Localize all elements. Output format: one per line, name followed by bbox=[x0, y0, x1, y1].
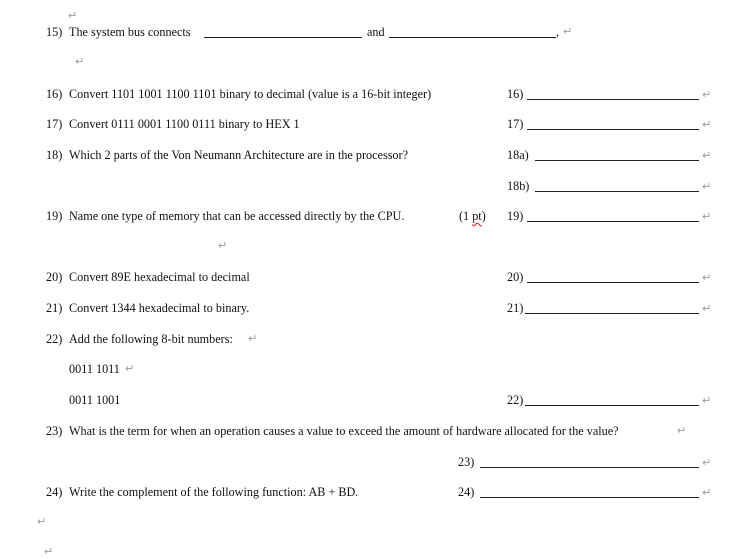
question-text: Write the complement of the following function: AB + BD. bbox=[69, 485, 359, 499]
question-text: Convert 0111 0001 1100 0111 binary to HEX 1 bbox=[69, 117, 300, 131]
answer-blank[interactable] bbox=[204, 37, 362, 38]
answer-label: 18b) bbox=[507, 179, 530, 193]
paragraph-mark: ↵ bbox=[75, 55, 85, 68]
answer-label: 16) bbox=[507, 87, 524, 101]
question-number: 21) bbox=[46, 301, 63, 315]
answer-blank[interactable] bbox=[525, 405, 699, 406]
answer-blank[interactable] bbox=[527, 99, 699, 100]
answer-label: 22) bbox=[507, 393, 524, 407]
paragraph-mark: ↵ bbox=[563, 25, 573, 38]
paragraph-mark: ↵ bbox=[702, 180, 712, 193]
paragraph-mark: ↵ bbox=[68, 9, 78, 22]
question-number: 17) bbox=[46, 117, 63, 131]
answer-label: 19) bbox=[507, 209, 524, 223]
comma-text: , bbox=[556, 25, 560, 39]
paragraph-mark: ↵ bbox=[677, 424, 687, 437]
answer-blank[interactable] bbox=[480, 467, 699, 468]
conjunction-text: and bbox=[367, 25, 385, 39]
operand-1: 0011 1011 bbox=[69, 362, 120, 376]
question-number: 24) bbox=[46, 485, 63, 499]
answer-label: 18a) bbox=[507, 148, 529, 162]
question-text: Convert 1344 hexadecimal to binary. bbox=[69, 301, 250, 315]
answer-label: 21) bbox=[507, 301, 524, 315]
answer-blank[interactable] bbox=[527, 282, 699, 283]
paragraph-mark: ↵ bbox=[248, 332, 258, 345]
question-text: Add the following 8-bit numbers: bbox=[69, 332, 233, 346]
answer-blank[interactable] bbox=[527, 221, 699, 222]
paragraph-mark: ↵ bbox=[702, 88, 712, 101]
question-text: The system bus connects bbox=[69, 25, 191, 39]
question-number: 16) bbox=[46, 87, 63, 101]
answer-blank[interactable] bbox=[535, 191, 699, 192]
question-text: Convert 89E hexadecimal to decimal bbox=[69, 270, 250, 284]
paragraph-mark: ↵ bbox=[702, 118, 712, 131]
answer-label: 23) bbox=[458, 455, 475, 469]
question-text: What is the term for when an operation causes a value to exceed the amount of hardware allocated for the value? bbox=[69, 424, 619, 438]
paragraph-mark: ↵ bbox=[702, 271, 712, 284]
question-text: Which 2 parts of the Von Neumann Architecture are in the processor? bbox=[69, 148, 408, 162]
question-number: 23) bbox=[46, 424, 63, 438]
operand-2: 0011 1001 bbox=[69, 393, 121, 407]
question-text: Convert 1101 1001 1100 1101 binary to decimal (value is a 16-bit integer) bbox=[69, 87, 432, 101]
paragraph-mark: ↵ bbox=[702, 149, 712, 162]
answer-blank[interactable] bbox=[527, 129, 699, 130]
paragraph-mark: ↵ bbox=[702, 302, 712, 315]
paragraph-mark: ↵ bbox=[702, 210, 712, 223]
question-number: 20) bbox=[46, 270, 63, 284]
answer-blank[interactable] bbox=[525, 313, 699, 314]
answer-blank[interactable] bbox=[480, 497, 699, 498]
paragraph-mark: ↵ bbox=[125, 362, 135, 375]
points-label: (1 pt) bbox=[459, 209, 486, 223]
answer-blank[interactable] bbox=[389, 37, 556, 38]
answer-label: 17) bbox=[507, 117, 524, 131]
answer-label: 20) bbox=[507, 270, 524, 284]
question-text: Name one type of memory that can be accessed directly by the CPU. bbox=[69, 209, 405, 223]
answer-blank[interactable] bbox=[535, 160, 699, 161]
paragraph-mark: ↵ bbox=[44, 545, 54, 558]
question-number: 18) bbox=[46, 148, 63, 162]
paragraph-mark: ↵ bbox=[702, 456, 712, 469]
paragraph-mark: ↵ bbox=[37, 515, 47, 528]
question-number: 19) bbox=[46, 209, 63, 223]
paragraph-mark: ↵ bbox=[218, 239, 228, 252]
question-number: 15) bbox=[46, 25, 63, 39]
paragraph-mark: ↵ bbox=[702, 394, 712, 407]
question-number: 22) bbox=[46, 332, 63, 346]
paragraph-mark: ↵ bbox=[702, 486, 712, 499]
answer-label: 24) bbox=[458, 485, 475, 499]
